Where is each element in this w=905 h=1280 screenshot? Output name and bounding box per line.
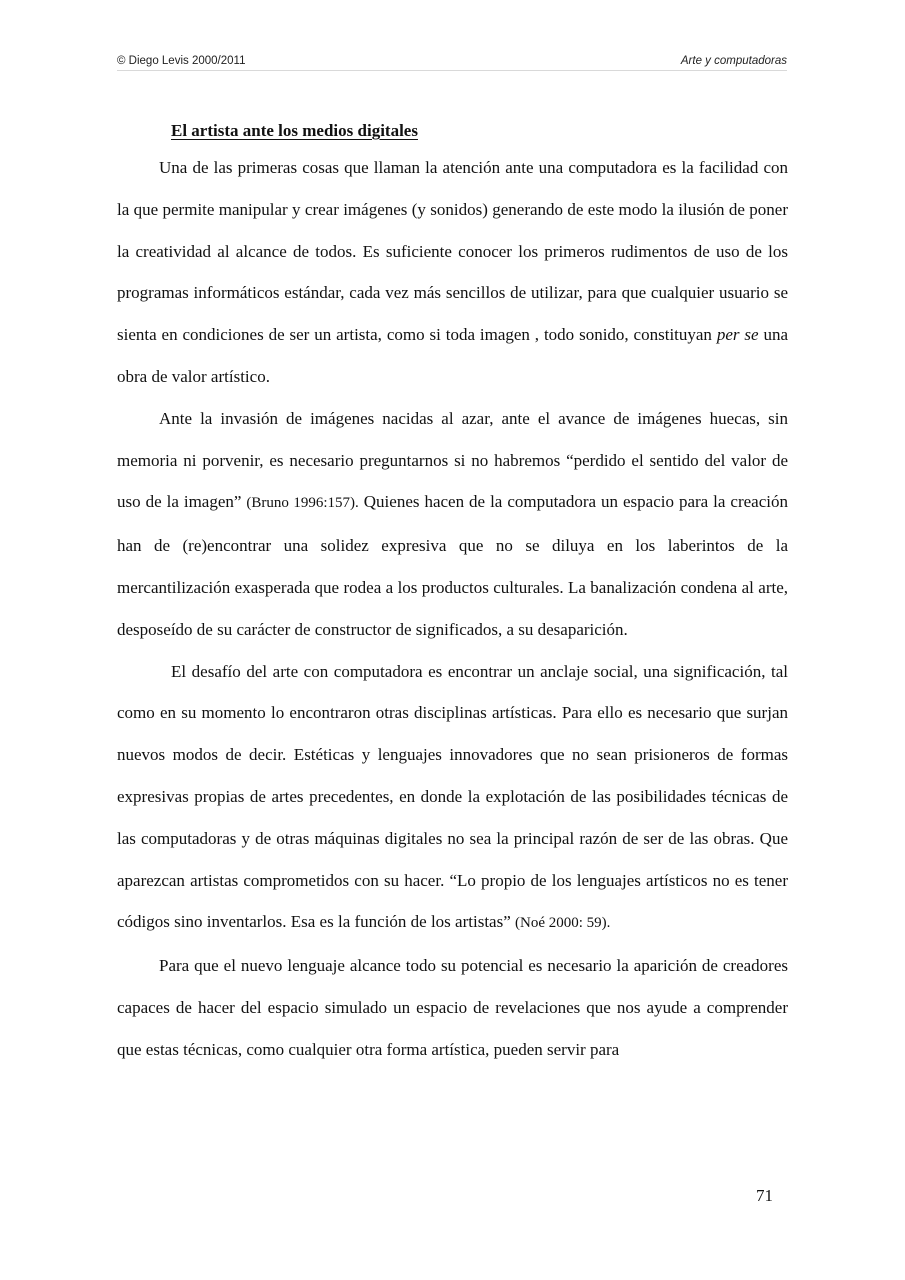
paragraph-1-italic: per se: [716, 325, 759, 345]
paragraph-2-text-end: Quienes hacen de la computadora un espacio para la creación han de (re)encontrar una solidez expresiva que no se diluya en los laberintos de la mercantilización exasperada que rodea a los productos culturales. La banalización condena al arte, desposeído de su carácter de constructor de significados, a su desaparición.: [117, 492, 788, 639]
header-copyright: © Diego Levis 2000/2011: [117, 55, 246, 67]
paragraph-2-text: Ante la invasión de imágenes nacidas al azar, ante el avance de imágenes huecas, sin memoria ni porvenir, es necesario preguntarnos si no habremos “perdido el sentido del valor de uso de la imagen”: [117, 408, 788, 512]
paragraph-4-text: Para que el nuevo lenguaje alcance todo su potencial es necesario la aparición de creadores capaces de hacer del espacio simulado un espacio de revelaciones que nos ayude a comprender que estas técnicas, como cualquier otra forma artística, pueden servir para: [117, 956, 788, 1059]
page-content: [117, 118, 788, 1071]
paragraph-3-text: El desafío del arte con computadora es encontrar un anclaje social, una significación, tal como en su momento lo encontraron otras disciplinas artísticas. Para ello es necesario que surjan nuevos modos de decir. Estéticas y lenguajes innovadores que no sean prisioneros de formas expresivas propias de artes precedentes, en donde la explotación de las posibilidades técnicas de las computadoras y de otras máquinas digitales no sea la principal razón de ser de las obras. Que aparezcan artistas comprometidos con su hacer. “Lo propio de los lenguajes artísticos no es tener códigos sino inventarlos. Esa es la función de los artistas”: [117, 661, 788, 932]
paragraph-3: [117, 651, 788, 946]
page-header: [117, 53, 787, 71]
paragraph-2: [117, 398, 788, 651]
paragraph-2-citation: (Bruno 1996:157).: [246, 495, 359, 512]
paragraph-1-text-end: una obra de valor artístico.: [117, 325, 789, 386]
paragraph-1: [117, 147, 788, 398]
paragraph-3-citation: (Noé 2000: 59).: [515, 915, 611, 932]
paragraph-4: [117, 945, 788, 1070]
page-number: 71: [756, 1186, 773, 1205]
section-title: El artista ante los medios digitales: [171, 121, 418, 140]
header-book-title: Arte y computadoras: [680, 55, 787, 67]
paragraph-1-text: Una de las primeras cosas que llaman la atención ante una computadora es la facilidad con la que permite manipular y crear imágenes (y sonidos) generando de este modo la ilusión de poner la creatividad al alcance de todos. Es suficiente conocer los primeros rudimentos de uso de los programas informáticos estándar, cada vez más sencillos de utilizar, para que cualquier usuario se sienta en condiciones de ser un artista, como si toda imagen , todo sonido, constituyan: [117, 158, 788, 345]
